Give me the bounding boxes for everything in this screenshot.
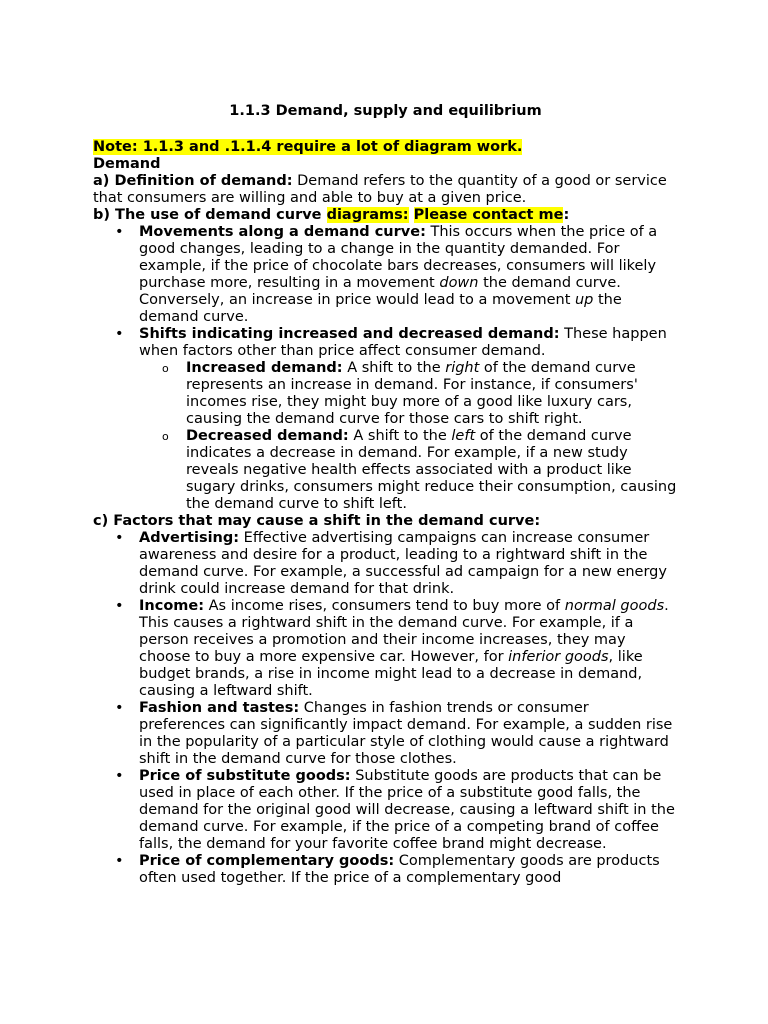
complementary-text: Complementary goods are products often used together. If the price of a complementary good [139, 853, 660, 886]
diagram-heading-label: b) The use of demand curve [93, 207, 327, 223]
fashion-text: Changes in fashion trends or consumer preferences can significantly impact demand. For example, a sudden rise in the popularity of a particular style of clothing would cause a rightward shift in the demand curve for those clothes. [139, 700, 673, 767]
shifts-sublist [139, 360, 678, 513]
sublist-item-decreased [186, 428, 678, 513]
factors-heading-label: c) Factors that may cause a shift in the demand curve: [93, 513, 541, 529]
factors-heading [93, 513, 678, 530]
decreased-text-2: of the demand curve indicates a decrease in demand. For example, if a new study reveals negative health effects associated with a product like sugary drinks, consumers might reduce their consumption, causing the demand curve to shift left. [186, 428, 677, 512]
shifts-label: Shifts indicating increased and decreased demand: [139, 326, 560, 342]
income-text-2: . This causes a rightward shift in the demand curve. For example, if a person receives a promotion and their income increases, they may choose to buy a more expensive car. However, for [139, 598, 669, 665]
definition-text: Demand refers to the quantity of a good or service that consumers are willing and able to buy at a given price. [93, 173, 667, 206]
income-text-1: As income rises, consumers tend to buy more of [204, 598, 565, 614]
decreased-em-left: left [451, 428, 476, 444]
note-highlight: Note: 1.1.3 and .1.1.4 require a lot of diagram work. [93, 139, 523, 155]
shifts-text: These happen when factors other than price affect consumer demand. [139, 326, 667, 359]
factors-list [93, 530, 678, 887]
diagram-heading-colon: : [563, 207, 570, 223]
substitute-text: Substitute goods are products that can be used in place of each other. If the price of a substitute good falls, the demand for the original good will decrease, causing a leftward shift in the demand curve. For example, if the price of a competing brand of coffee falls, the demand for your favorite coffee brand might decrease. [139, 768, 675, 852]
substitute-label: Price of substitute goods: [139, 768, 351, 784]
list-item-advertising [139, 530, 678, 598]
section-heading [93, 156, 678, 173]
decreased-label: Decreased demand: [186, 428, 349, 444]
diagram-heading [93, 207, 678, 224]
definition-label: a) Definition of demand: [93, 173, 293, 189]
diagram-heading-space [409, 207, 414, 223]
list-item-complementary [139, 853, 678, 887]
contact-highlight: Please contact me [413, 207, 564, 223]
decreased-text-1: A shift to the [348, 428, 452, 444]
increased-text-2: of the demand curve represents an increase in demand. For instance, if consumers' incomes rise, they might buy more of a good like luxury cars, causing the demand curve for those cars to shift right. [186, 360, 638, 427]
list-item-shifts [139, 326, 678, 513]
sublist-item-increased [186, 360, 678, 428]
income-em-normal-goods: normal goods [564, 598, 665, 614]
document-title: 1.1.3 Demand, supply and equilibrium [229, 103, 542, 119]
demand-curve-list [93, 224, 678, 513]
increased-text-1: A shift to the [342, 360, 446, 376]
increased-em-right: right [445, 360, 480, 376]
income-em-inferior-goods: inferior goods [508, 649, 609, 665]
advertising-label: Advertising: [139, 530, 240, 546]
advertising-text: Effective advertising campaigns can increase consumer awareness and desire for a product, leading to a rightward shift in the demand curve. For example, a successful ad campaign for a new energy drink could increase demand for that drink. [139, 530, 667, 597]
section-heading-text: Demand [93, 156, 161, 172]
diagrams-highlight: diagrams: [326, 207, 409, 223]
document-page [93, 103, 678, 887]
increased-label: Increased demand: [186, 360, 343, 376]
list-item-fashion [139, 700, 678, 768]
complementary-label: Price of complementary goods: [139, 853, 395, 869]
list-item-substitute [139, 768, 678, 853]
definition-paragraph [93, 173, 678, 207]
income-label: Income: [139, 598, 205, 614]
fashion-label: Fashion and tastes: [139, 700, 300, 716]
movements-text-3: the demand curve. [139, 292, 622, 325]
movements-text-1: This occurs when the price of a good changes, leading to a change in the quantity demanded. For example, if the price of chocolate bars decreases, consumers will likely purchase more, resulting in a movement [139, 224, 658, 291]
note-line [93, 139, 678, 156]
movements-text-2: the demand curve. Conversely, an increase in price would lead to a movement [139, 275, 621, 308]
list-item-income [139, 598, 678, 700]
income-text-3: , like budget brands, a rise in income might lead to a decrease in demand, causing a leftward shift. [139, 649, 643, 699]
movements-em-down: down [439, 275, 479, 291]
movements-em-up: up [574, 292, 594, 308]
movements-label: Movements along a demand curve: [139, 224, 426, 240]
list-item-movements [139, 224, 678, 326]
